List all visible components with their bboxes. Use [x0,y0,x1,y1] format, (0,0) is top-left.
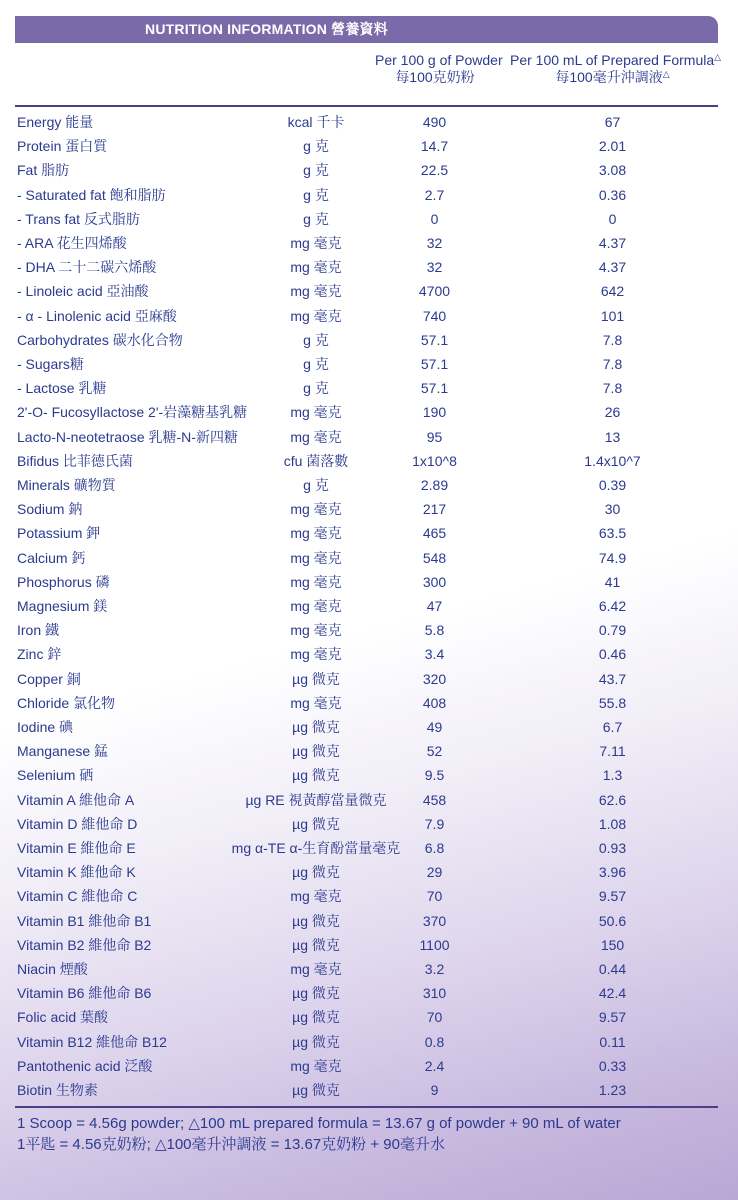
header-divider [15,105,718,107]
nutrient-unit: mg 毫克 [290,694,342,711]
nutrient-unit: g 克 [303,356,329,372]
value-per-formula: 74.9 [598,549,627,566]
nutrient-name: Energy 能量 [17,114,94,130]
nutrient-name: 2'-O- Fucosyllactose 2'-岩藻糖基乳糖 [17,404,248,421]
table-row [0,304,738,328]
nutrient-unit: g 克 [303,138,329,155]
value-per-formula: 3.96 [598,864,627,881]
value-per-powder: 408 [422,694,447,711]
nutrient-unit: µg 微克 [292,1009,340,1026]
value-per-powder: 57.1 [420,331,449,348]
table-row [0,739,738,763]
table-row [0,352,738,376]
table-row [0,691,738,715]
value-per-formula: 1.23 [598,1082,627,1098]
value-per-formula: 0 [608,210,617,227]
value-per-formula: 0.36 [598,186,627,203]
table-row [0,1005,738,1029]
value-per-powder: 465 [422,525,447,542]
table-row [0,449,738,473]
value-per-powder: 32 [426,259,443,276]
value-per-powder: 57.1 [420,380,449,397]
table-row [0,812,738,836]
nutrient-unit: mg 毫克 [290,428,342,445]
value-per-formula: 0.44 [598,961,627,977]
value-per-powder: 1x10^8 [412,452,457,469]
table-row [0,788,738,812]
value-per-formula: 150 [600,936,625,953]
nutrient-unit: mg 毫克 [290,259,342,276]
value-per-formula: 4.37 [598,235,627,251]
table-row [0,473,738,497]
nutrient-name: Manganese 錳 [17,743,109,760]
value-per-formula: 43.7 [598,670,627,687]
nutrient-name: Selenium 硒 [17,767,94,784]
nutrient-unit: µg 微克 [292,985,340,1002]
value-per-formula: 0.33 [598,1057,627,1074]
value-per-formula: 6.7 [602,719,623,735]
nutrient-name: Iron 鐵 [17,622,60,639]
value-per-formula: 9.57 [598,888,627,905]
nutrient-unit: mg 毫克 [290,549,342,566]
nutrient-name: Fat 脂肪 [17,162,70,179]
nutrient-name: Vitamin E 維他命 E [17,840,136,856]
table-row [0,981,738,1005]
nutrient-unit: µg 微克 [292,670,340,687]
nutrient-name: Bifidus 比菲德氏菌 [17,452,133,469]
table-row [0,957,738,981]
value-per-powder: 1100 [419,936,450,953]
value-per-formula: 2.01 [598,138,627,155]
table-row [0,594,738,618]
value-per-powder: 2.89 [420,477,449,493]
nutrient-unit: g 克 [303,162,329,179]
value-per-powder: 548 [422,549,447,566]
nutrient-unit: mg 毫克 [290,501,342,518]
nutrient-name: Vitamin D 維他命 D [17,815,138,832]
value-per-powder: 300 [422,573,447,590]
value-per-powder: 57.1 [420,356,449,372]
nutrient-name: Niacin 煙酸 [17,961,88,977]
table-row [0,909,738,933]
value-per-formula: 1.08 [598,815,627,832]
nutrient-name: Vitamin B12 維他命 B12 [17,1033,167,1050]
value-per-formula: 101 [600,307,625,324]
table-row [0,425,738,449]
value-per-powder: 3.4 [424,646,445,663]
nutrient-name: Potassium 鉀 [17,525,101,542]
value-per-formula: 67 [604,114,621,130]
nutrient-unit: mg 毫克 [290,235,342,251]
nutrient-name: Biotin 生物素 [17,1082,98,1098]
value-per-formula: 55.8 [598,694,627,711]
nutrient-unit: mg 毫克 [290,1057,342,1074]
value-per-powder: 2.7 [424,186,445,203]
value-per-formula: 642 [600,283,625,300]
nutrient-unit: µg 微克 [292,719,340,735]
table-row [0,1078,738,1102]
column-header-per-formula [510,52,722,86]
value-per-formula: 0.46 [598,646,627,663]
table-row [0,570,738,594]
value-per-formula: 7.8 [602,380,623,397]
value-per-powder: 0.8 [424,1033,445,1050]
value-per-formula: 26 [604,404,621,421]
value-per-formula: 0.79 [598,622,627,639]
nutrient-unit: mg 毫克 [290,646,342,663]
nutrient-unit: kcal 千卡 [287,114,345,130]
nutrient-unit: µg 微克 [292,936,340,953]
value-per-powder: 29 [426,864,443,881]
nutrient-unit: µg 微克 [292,1082,340,1098]
nutrient-unit: µg 微克 [292,767,340,784]
value-per-powder: 4700 [418,283,451,300]
table-row [0,618,738,642]
value-per-powder: 217 [422,501,447,518]
nutrient-unit: mg 毫克 [290,888,342,905]
value-per-powder: 0 [430,210,439,227]
delta-mark: △ [714,52,722,62]
column-header-per-powder-en: Per 100 g of Powder [375,52,503,68]
nutrient-unit: mg 毫克 [290,961,342,977]
value-per-formula: 13 [604,428,621,445]
column-header-per-powder-zh: 每100克奶粉 [395,69,475,85]
table-title: NUTRITION INFORMATION 營養資料 [145,21,388,37]
table-row [0,231,738,255]
table-row [0,497,738,521]
nutrient-unit: g 克 [303,331,329,348]
value-per-powder: 22.5 [420,162,449,179]
nutrient-name: - α - Linolenic acid 亞麻酸 [17,307,177,324]
value-per-powder: 47 [426,598,443,614]
value-per-formula: 41 [604,573,621,590]
value-per-powder: 70 [426,1009,443,1026]
nutrient-name: Sodium 鈉 [17,501,83,518]
nutrient-name: - Saturated fat 飽和脂肪 [17,186,166,203]
nutrient-name: - Trans fat 反式脂肪 [17,210,140,227]
value-per-powder: 49 [426,719,443,735]
value-per-powder: 2.4 [424,1057,445,1074]
column-header-per-formula-en: Per 100 mL of Prepared Formula [510,52,715,68]
delta-mark: △ [662,69,670,79]
value-per-powder: 32 [426,235,443,251]
value-per-formula: 1.3 [602,767,623,784]
nutrient-name: Vitamin B2 維他命 B2 [17,936,152,953]
value-per-powder: 190 [422,404,447,421]
table-row [0,521,738,545]
value-per-powder: 9 [430,1082,439,1098]
nutrient-name: Chloride 氯化物 [17,694,116,711]
table-row [0,860,738,884]
column-header-per-powder [375,52,503,86]
nutrient-unit: g 克 [303,186,329,203]
nutrient-name: Carbohydrates 碳水化合物 [17,331,183,348]
nutrient-name: Folic acid 葉酸 [17,1009,109,1026]
nutrient-unit: cfu 菌落數 [283,452,349,469]
nutrient-name: Iodine 碘 [17,719,74,735]
nutrient-unit: mg α-TE α-生育酚當量毫克 [231,840,401,856]
value-per-formula: 4.37 [598,259,627,276]
value-per-powder: 7.9 [424,815,445,832]
value-per-formula: 9.57 [598,1009,627,1026]
column-header-per-formula-en-line [510,52,722,69]
nutrient-name: Phosphorus 磷 [17,573,110,590]
value-per-powder: 3.2 [424,961,445,977]
value-per-formula: 42.4 [598,985,627,1002]
value-per-powder: 9.5 [424,767,445,784]
table-row [0,642,738,666]
nutrient-unit: g 克 [303,477,329,493]
table-row [0,884,738,908]
value-per-formula: 30 [604,501,621,518]
nutrient-name: Minerals 礦物質 [17,477,116,493]
footer-divider [15,1106,718,1108]
nutrient-unit: mg 毫克 [290,598,342,614]
value-per-powder: 310 [422,985,447,1002]
nutrient-unit: µg 微克 [292,864,340,881]
nutrient-unit: mg 毫克 [290,404,342,421]
value-per-powder: 490 [422,114,447,130]
nutrient-unit: mg 毫克 [290,573,342,590]
value-per-powder: 740 [422,307,447,324]
nutrient-name: Vitamin C 維他命 C [17,888,138,905]
nutrient-unit: µg 微克 [292,815,340,832]
table-row [0,715,738,739]
value-per-powder: 458 [422,791,447,808]
value-per-powder: 95 [426,428,443,445]
nutrient-unit: mg 毫克 [290,525,342,542]
value-per-powder: 70 [426,888,443,905]
value-per-powder: 370 [422,912,447,929]
nutrient-name: Zinc 鋅 [17,646,62,663]
value-per-formula: 1.4x10^7 [584,452,641,469]
table-row [0,376,738,400]
nutrient-name: Magnesium 鎂 [17,598,108,614]
nutrient-name: - Lactose 乳糖 [17,380,107,397]
value-per-formula: 0.11 [599,1033,626,1050]
table-row [0,207,738,231]
nutrient-name: Vitamin A 維他命 A [17,791,135,808]
nutrient-unit: µg 微克 [292,912,340,929]
value-per-powder: 14.7 [420,138,449,155]
nutrient-name: Vitamin B6 維他命 B6 [17,985,152,1002]
value-per-formula: 3.08 [598,162,627,179]
nutrient-unit: mg 毫克 [290,283,342,300]
column-header-per-formula-zh: 每100毫升沖調液 [555,69,663,85]
value-per-powder: 320 [422,670,447,687]
nutrient-name: Lacto-N-neotetraose 乳糖-N-新四糖 [17,428,238,445]
footnote-chinese: 1平匙 = 4.56克奶粉; △100毫升沖調液 = 13.67克奶粉 + 90毫升水 [17,1136,445,1153]
table-header-bar [15,16,718,43]
table-row [0,279,738,303]
table-row [0,255,738,279]
value-per-powder: 5.8 [424,622,445,639]
column-header-per-formula-zh-line [510,69,715,86]
table-row [0,763,738,787]
value-per-formula: 50.6 [598,912,627,929]
footnote-english: 1 Scoop = 4.56g powder; △100 mL prepared formula = 13.67 g of powder + 90 mL of water [17,1115,621,1132]
nutrient-name: - ARA 花生四烯酸 [17,235,127,251]
table-row [0,1030,738,1054]
table-row [0,546,738,570]
value-per-formula: 7.11 [599,743,626,760]
table-row [0,400,738,424]
footnotes [17,1113,621,1155]
table-row [0,183,738,207]
table-row [0,667,738,691]
nutrient-name: Pantothenic acid 泛酸 [17,1057,153,1074]
value-per-formula: 0.39 [598,477,627,493]
value-per-formula: 63.5 [598,525,627,542]
nutrient-unit: mg 毫克 [290,307,342,324]
nutrient-unit: µg 微克 [292,743,340,760]
value-per-formula: 0.93 [598,840,627,856]
value-per-formula: 6.42 [598,598,627,614]
nutrient-unit: g 克 [303,380,329,397]
table-row [0,328,738,352]
nutrient-name: - Sugars糖 [17,356,84,372]
table-row [0,110,738,134]
value-per-powder: 6.8 [424,840,445,856]
value-per-formula: 7.8 [602,331,623,348]
table-row [0,134,738,158]
nutrient-unit: mg 毫克 [290,622,342,639]
table-row [0,158,738,182]
nutrient-name: Copper 銅 [17,670,81,687]
nutrient-name: - Linoleic acid 亞油酸 [17,283,149,300]
nutrient-unit: µg RE 視黃醇當量微克 [245,791,387,808]
value-per-powder: 52 [426,743,443,760]
nutrient-name: Vitamin K 維他命 K [17,864,136,881]
table-row [0,933,738,957]
nutrient-name: Calcium 鈣 [17,549,86,566]
value-per-formula: 62.6 [598,791,627,808]
table-row [0,1054,738,1078]
nutrient-unit: µg 微克 [292,1033,340,1050]
value-per-formula: 7.8 [602,356,623,372]
nutrient-unit: g 克 [303,210,329,227]
nutrient-name: Vitamin B1 維他命 B1 [17,912,152,929]
table-row [0,836,738,860]
nutrient-name: - DHA 二十二碳六烯酸 [17,259,157,276]
nutrient-name: Protein 蛋白質 [17,138,108,155]
